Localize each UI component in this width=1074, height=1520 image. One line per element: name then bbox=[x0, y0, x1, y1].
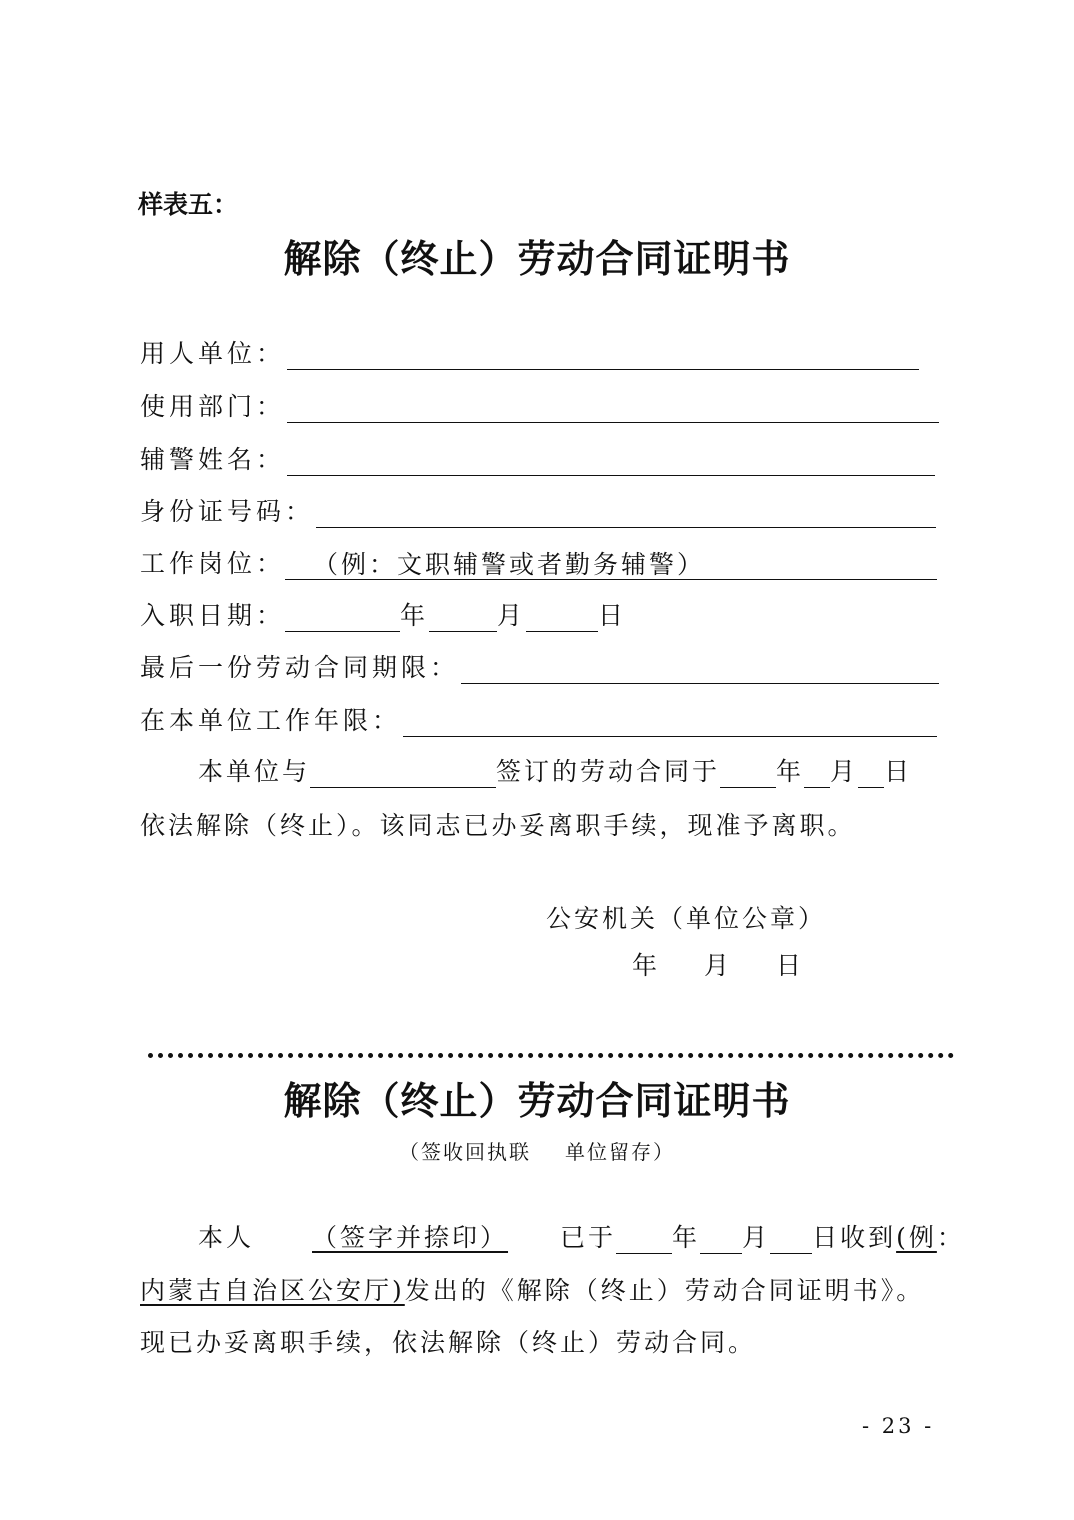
body-party-line[interactable] bbox=[310, 763, 496, 788]
years-served-input-line[interactable] bbox=[403, 712, 937, 737]
id-number-label: 身份证号码： bbox=[140, 497, 315, 526]
receipt-p3: 日收到 bbox=[812, 1223, 897, 1252]
receipt-issued-text: 发出的《解除（终止）劳动合同证明书》。 bbox=[404, 1276, 925, 1305]
signature-org: 公安机关（单位公章） bbox=[546, 904, 827, 933]
page-number: - 23 - bbox=[862, 1414, 935, 1438]
receipt-p2: 已于 bbox=[560, 1223, 617, 1252]
receipt-colon: ： bbox=[936, 1223, 965, 1252]
department-label: 使用部门： bbox=[140, 392, 286, 421]
certificate-body-line2: 依法解除（终止）。该同志已办妥离职手续，现准予离职。 bbox=[140, 811, 856, 840]
body-day-unit: 日 bbox=[884, 757, 913, 786]
body-month-line[interactable] bbox=[804, 763, 830, 788]
id-number-input-line[interactable] bbox=[316, 503, 936, 528]
body-part2: 签订的劳动合同于 bbox=[496, 757, 721, 786]
employer-field bbox=[140, 334, 919, 370]
hire-date-label: 入职日期： bbox=[140, 601, 286, 630]
receipt-year-line[interactable] bbox=[616, 1227, 672, 1254]
certificate-body-line1 bbox=[198, 752, 912, 788]
receipt-signature-hint[interactable]: （签字并捺印） bbox=[312, 1223, 509, 1252]
hire-day-unit: 日 bbox=[598, 601, 628, 630]
receipt-body-line3: 现已办妥离职手续，依法解除（终止）劳动合同。 bbox=[140, 1328, 757, 1357]
employer-label: 用人单位： bbox=[140, 339, 286, 368]
contract-term-input-line[interactable] bbox=[461, 659, 939, 684]
signature-year: 年 bbox=[632, 951, 661, 980]
contract-term-label: 最后一份劳动合同期限： bbox=[140, 653, 460, 682]
receipt-month-line[interactable] bbox=[700, 1227, 742, 1254]
receipt-year-unit: 年 bbox=[672, 1223, 701, 1252]
signature-month: 月 bbox=[704, 951, 733, 980]
name-field bbox=[140, 440, 935, 476]
body-month-unit: 月 bbox=[830, 757, 859, 786]
certificate-title: 解除（终止）劳动合同证明书 bbox=[283, 237, 791, 281]
hire-year-unit: 年 bbox=[400, 601, 430, 630]
receipt-example-open: (例 bbox=[896, 1223, 937, 1252]
id-number-field bbox=[140, 492, 936, 528]
receipt-body-line1 bbox=[198, 1218, 965, 1254]
receipt-org-example[interactable]: 内蒙古自治区公安厅) bbox=[140, 1276, 405, 1305]
receipt-title: 解除（终止）劳动合同证明书 bbox=[283, 1079, 791, 1123]
hire-month-line[interactable] bbox=[429, 607, 497, 632]
department-field bbox=[140, 387, 939, 423]
body-year-line[interactable] bbox=[720, 763, 776, 788]
department-input-line[interactable] bbox=[287, 398, 939, 423]
body-day-line[interactable] bbox=[858, 763, 884, 788]
receipt-subtitle bbox=[0, 1136, 1074, 1165]
hire-year-line[interactable] bbox=[285, 607, 400, 632]
name-label: 辅警姓名： bbox=[140, 445, 286, 474]
receipt-month-unit: 月 bbox=[742, 1223, 771, 1252]
position-label: 工作岗位： bbox=[140, 549, 286, 578]
years-served-label: 在本单位工作年限： bbox=[140, 706, 402, 735]
contract-term-field bbox=[140, 648, 939, 684]
position-field bbox=[140, 544, 937, 580]
receipt-body-line2 bbox=[140, 1271, 924, 1307]
signature-day: 日 bbox=[776, 951, 805, 980]
signature-date bbox=[632, 946, 804, 982]
receipt-p1: 本人 bbox=[198, 1223, 255, 1252]
dotted-cut-line bbox=[148, 1053, 954, 1058]
sample-label: 样表五： bbox=[138, 190, 239, 219]
body-year-unit: 年 bbox=[776, 757, 805, 786]
name-input-line[interactable] bbox=[287, 451, 935, 476]
receipt-day-line[interactable] bbox=[770, 1227, 812, 1254]
years-served-field bbox=[140, 701, 937, 737]
body-part1: 本单位与 bbox=[198, 757, 311, 786]
position-value[interactable]: （例：文职辅警或者勤务辅警） bbox=[285, 551, 937, 580]
hire-date-field bbox=[140, 596, 627, 632]
hire-day-line[interactable] bbox=[526, 607, 598, 632]
hire-month-unit: 月 bbox=[497, 601, 527, 630]
receipt-subtitle-right: 单位留存） bbox=[565, 1140, 675, 1164]
receipt-subtitle-left: （签收回执联 bbox=[399, 1140, 531, 1164]
employer-input-line[interactable] bbox=[287, 345, 919, 370]
